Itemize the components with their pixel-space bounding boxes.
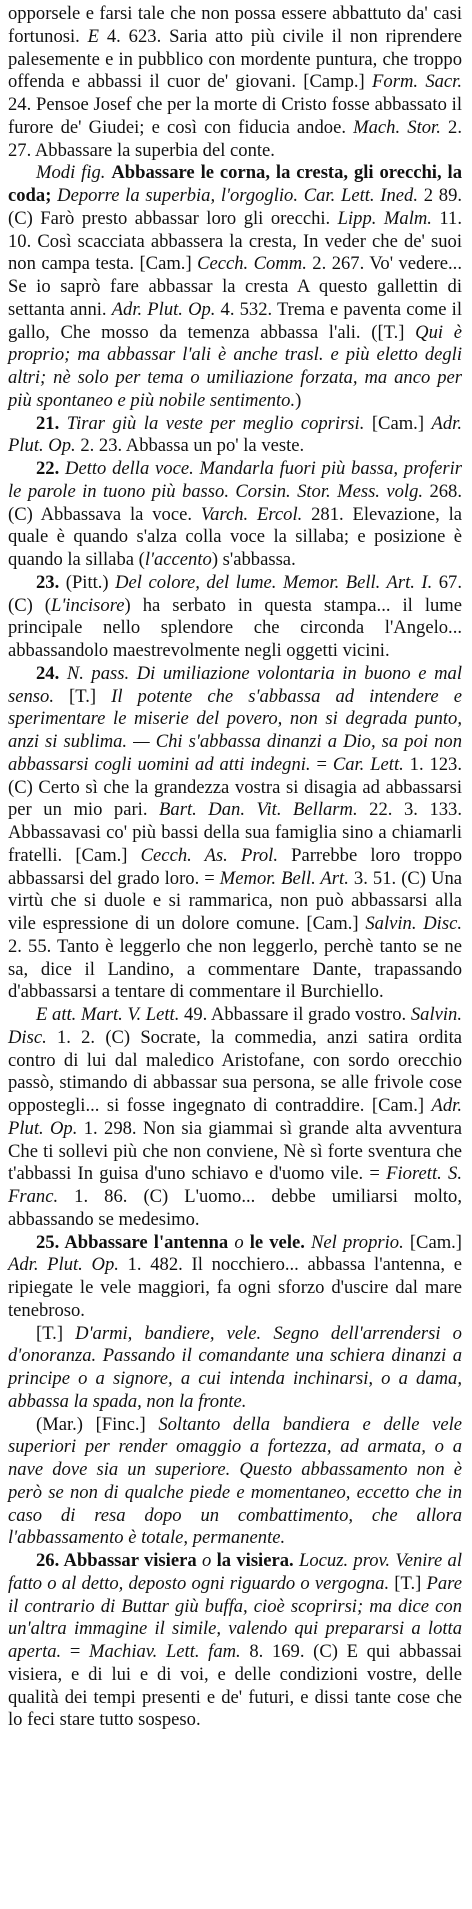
italic-run: Soltanto della bandiera e delle vele superiori per render omaggio a fortezza, ad armata, o a nave dove sia un superiore. Questo abbassamento non è però se non di qualche piede e momentaneo, eccetto che in caso di resa dopo un combattimento, che allora l'abbassamento è totale, permanente. [8, 1413, 462, 1549]
text-run: 281. Elevazione, la quale è quando s'alza colla voce la sillaba; e posizione è quando la sillaba ( [8, 503, 462, 570]
text-run: 8. 169. (C) E qui abbassai visiera, e di lui e di voi, e delle condizioni vostre, delle qualità dei tempi presenti e de' futuri, e dissi tante cose che lo feci stare tutto sospeso. [8, 1641, 462, 1731]
italic-run: D'armi, bandiere, vele. Segno dell'arrendersi o d'onoranza. Passando il comandante una schiera dinanzi a principe o a signore, a cui intenda inchinarsi, o a dama, abbassa la spada, non la fronte. [8, 1322, 462, 1412]
text-run: [Cam.] [364, 412, 432, 434]
text-run: [T.] [53, 685, 112, 707]
text-run: Parrebbe loro troppo abbassarsi del grado loro. = [8, 844, 462, 889]
entry-paragraph [8, 1550, 462, 1732]
entry-paragraph [8, 458, 462, 572]
entry-paragraph [8, 663, 462, 1004]
bold-run: 24. [36, 662, 60, 684]
italic-run: Form. Sacr. [372, 71, 462, 93]
italic-run: Salvin. Disc. [365, 913, 462, 934]
entry-paragraph [8, 1004, 462, 1232]
italic-run: o [201, 1550, 212, 1571]
text-run: [T.] [389, 1572, 427, 1594]
italic-run: Il potente che s'abbassa ad intendere e sperimentare le miserie del povero, non si degrada punto, anzi si sublima. — Chi s'abbassa dinanzi a Dio, sa poi non abbassarsi cogli uomini ad atti indegni. [8, 685, 462, 775]
italic-run: Salvin. Disc. [8, 1004, 462, 1048]
entry-paragraph [8, 1232, 462, 1323]
italic-run: Pare il contrario di Buttar giù buffa, cioè scoprirsi; ma dice con un'altra immagine il simile, valendo qui prepararsi a lotta aperta. [8, 1572, 462, 1662]
bold-run: Abbassare le corna, la cresta, gli orecchi, la coda; [8, 162, 462, 206]
text-run: ) s'abbassa. [211, 549, 296, 570]
italic-run: Nel proprio. [311, 1231, 404, 1253]
text-run: 22. 3. 133. Abbassavasi co' più bassi della sua famiglia sino a chiamarli fratelli. [Cam.] [8, 799, 462, 866]
bold-run: 26. Abbassar visiera [36, 1550, 197, 1571]
text-run: 3. 51. (C) Una virtù che si duole e si rammarica, non può abbassarsi alla vile espressione di un dolore comune. [Cam.] [8, 867, 463, 934]
text-run: 268. (C) Abbassava la voce. [8, 480, 462, 525]
italic-run: Adr. Plut. Op. [8, 1095, 462, 1139]
italic-run: l'accento [144, 549, 212, 570]
text-run: 2. 267. Vo' vedere... Se io saprò fare abbassar la cresta A questo gallettin di settanta anni. [8, 253, 462, 320]
text-run: 4. 623. Saria atto più civile il non riprendere palesemente e in pubblico con mordente puntura, che troppo offenda e abbassi il cuor de' giovani. [Camp.] [8, 25, 462, 93]
italic-run: Del colore, del lume. Memor. Bell. Art. I. [115, 571, 433, 593]
text-run: 49. Abbassare il grado vostro. [179, 1004, 411, 1025]
text-run: (Mar.) [Finc.] [36, 1413, 159, 1435]
italic-run: Machiav. Lett. fam. [88, 1641, 241, 1662]
text-run: 11. 10. Così scacciata abbassera la cresta, In veder che de' suoi non campa testa. [Cam.] [8, 207, 462, 275]
bold-run: 23. [36, 571, 60, 593]
text-run: 1. 2. (C) Socrate, la commedia, anzi satira ordita contro di lui dal maledico Aristofane, con sordo orecchio passò, stimando di abbassar sua persona, se alle frivole cose oppostegli... si fosse ingegnato di contraddire. [Cam.] [8, 1026, 462, 1116]
italic-run: Mach. Stor. [353, 116, 441, 138]
text-run: 1. 298. Non sia giammai sì grande alta avventura Che ti sollevi più che non conviene, Nè sì forte sventura che t'abbassi In guisa d'uno schiavo e d'uomo vile. = [8, 1117, 462, 1185]
italic-run: Locuz. prov. Venire al fatto o al detto, deposto ogni riguardo o vergogna. [8, 1550, 462, 1594]
italic-run: Qui è proprio; ma abbassar l'ali è anche trasl. e più eletto degli altri; nè solo per tema o umiliazione forzata, ma anco per più spontaneo e più nobile sentimento. [8, 321, 462, 411]
bold-run: 25. Abbassare l'antenna [36, 1231, 229, 1253]
italic-run: Varch. Ercol. [200, 503, 303, 525]
bold-run: la visiera. [216, 1550, 294, 1571]
text-run [59, 413, 67, 434]
text-run: [T.] [36, 1322, 76, 1344]
text-run: ) [295, 389, 302, 411]
italic-run: E att. Mart. V. Lett. [36, 1004, 180, 1025]
italic-run: Adr. Plut. Op. [8, 1254, 119, 1276]
italic-run: E [87, 25, 100, 47]
entry-paragraph [8, 3, 462, 162]
italic-run: Cecch. As. Prol. [140, 844, 278, 866]
text-run: = [310, 753, 333, 775]
entry-paragraph [8, 413, 462, 459]
text-run: 2 89. (C) Farò presto abbassar loro gli orecchi. [8, 185, 463, 229]
italic-run: Memor. Bell. Art. [219, 867, 349, 889]
text-run: 4. 532. Trema e paventa come il gallo, Che mosso da temenza abbassa l'ali. ([T.] [8, 298, 462, 343]
entry-paragraph [8, 1323, 462, 1414]
italic-run: Tirar giù la veste per meglio coprirsi. [66, 412, 365, 434]
italic-run: N. pass. Di umiliazione volontaria in buono e mal senso. [8, 662, 462, 707]
bold-run: le vele. [249, 1231, 305, 1253]
text-run: 2. 23. Abbassa un po' la veste. [75, 435, 305, 457]
text-run: 2. 55. Tanto è leggerlo che non leggerlo, perchè tanto se ne sa, dice il Landino, a commentare Dante, trapassando d'abbassarsi a tentare di commentare il Burchiello. [8, 935, 462, 1003]
italic-run: Lipp. Malm. [337, 207, 432, 229]
italic-run: Deporre la superbia, l'orgoglio. Car. Lett. Ined. [57, 185, 418, 206]
italic-run: o [234, 1231, 244, 1253]
italic-run: Cecch. Comm. [197, 253, 307, 275]
italic-run: Modi fig. [36, 162, 106, 184]
italic-run: Adr. Plut. Op. [8, 412, 463, 457]
bold-run: 22. [36, 458, 60, 479]
bold-run: 21. [36, 412, 60, 434]
italic-run: Fiorett. S. Franc. [8, 1163, 462, 1207]
text-run: opporsele e farsi tale che non possa essere abbattuto da' casi fortunosi. [8, 3, 462, 47]
italic-run: Car. Lett. [332, 753, 404, 775]
entry-paragraph [8, 162, 462, 412]
italic-run: L'incisore [50, 594, 125, 616]
text-run [59, 663, 67, 684]
italic-run: Detto della voce. Mandarla fuori più bassa, proferir le parole in tuono più basso. Corsin. Stor. Mess. volg. [8, 458, 463, 502]
text-run: 1. 86. (C) L'uomo... debbe umiliarsi molto, abbassando se medesimo. [8, 1186, 462, 1230]
entry-paragraph [8, 1414, 462, 1551]
entry-paragraph [8, 572, 462, 663]
text-run: 1. 123. (C) Certo sì che la grandezza vostra si disagia ad abbassarsi per un mio pari. [8, 753, 462, 821]
text-run: [Cam.] [403, 1231, 462, 1253]
text-run: (Pitt.) [59, 571, 116, 593]
text-run: 2. 27. Abbassare la superbia del conte. [8, 116, 462, 161]
text-run: = [61, 1641, 89, 1662]
text-run: 67. (C) ( [8, 571, 462, 616]
text-run: ) ha serbato in questa stampa... il lume principale nello splendore che circonda l'Angelo... abbassandolo maestrevolmente negli oggetti vicini. [8, 594, 462, 661]
text-run: 24. Pensoe Josef che per la morte di Cristo fosse abbassato il furore de' Giudei; e così con fiducia andoe. [8, 94, 462, 138]
italic-run: Bart. Dan. Vit. Bellarm. [159, 799, 358, 821]
text-run: 1. 482. Il nocchiero... abbassa l'antenna, e ripiegate le vele maggiori, fa ogni sforzo d'uscire dal mare tenebroso. [8, 1254, 462, 1321]
italic-run: Adr. Plut. Op. [111, 298, 216, 320]
